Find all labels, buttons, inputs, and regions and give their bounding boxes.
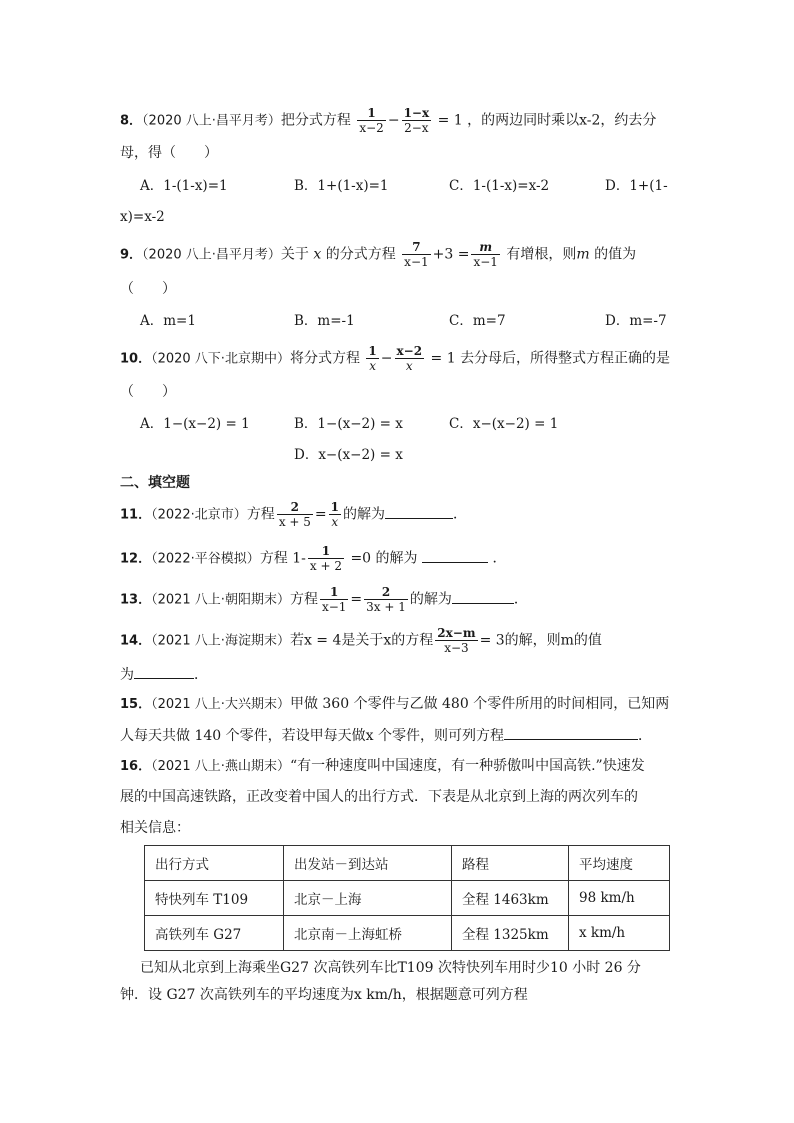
question-11 xyxy=(120,500,467,529)
fraction xyxy=(308,544,344,573)
punctuation: ． xyxy=(513,591,528,608)
question-text: ，的两边同时乘以x-2，约去分 xyxy=(467,112,657,129)
fraction xyxy=(277,500,313,529)
answer-blank[interactable] xyxy=(134,664,194,679)
punctuation: ． xyxy=(453,506,467,523)
question-source: （2022·北京市） xyxy=(151,507,247,523)
question-text: 的分式方程 xyxy=(325,246,396,263)
question-source: （2020 八下·北京期中） xyxy=(151,351,290,367)
denominator: x−1 xyxy=(321,600,347,614)
table-header: 平均速度 xyxy=(569,846,670,881)
table-header-row xyxy=(145,846,670,881)
question-text: 方程 xyxy=(289,591,318,608)
denominator: 3x + 1 xyxy=(366,600,406,614)
question-number: 11． xyxy=(120,507,152,523)
fraction xyxy=(364,585,408,614)
denominator: x−1 xyxy=(404,255,429,269)
question-16 xyxy=(120,756,645,777)
question-text: 的解为 xyxy=(343,506,385,523)
option-c[interactable]: C．x−(x−2) = 1 xyxy=(449,416,559,432)
question-text: 甲做 360 个零件与乙做 480 个零件所用的时间相同，已知两 xyxy=(289,696,670,712)
table-header: 出行方式 xyxy=(145,846,284,881)
table-row xyxy=(145,916,670,951)
numerator: 1 xyxy=(368,344,377,358)
question-source: （2021 八上·燕山期末） xyxy=(151,759,290,774)
operator: +3 = xyxy=(432,246,470,263)
question-15-continued xyxy=(120,725,652,746)
question-14-continued xyxy=(120,664,208,685)
variable: m xyxy=(576,246,590,263)
denominator: x−1 xyxy=(473,255,498,269)
question-number: 15． xyxy=(120,697,152,712)
question-9 xyxy=(120,240,636,269)
question-number: 10． xyxy=(120,351,152,367)
option-d[interactable]: D．1+(1- xyxy=(605,178,668,194)
equals: = 1 xyxy=(437,112,463,129)
question-source: （2022·平谷模拟） xyxy=(151,551,260,567)
question-text: 去分母后，所得整式方程正确的是 xyxy=(460,350,671,367)
punctuation: ． xyxy=(492,550,507,567)
operator: − xyxy=(380,350,393,367)
train-info-table xyxy=(144,845,670,951)
equals: = xyxy=(314,506,327,523)
question-number: 16． xyxy=(120,759,152,774)
question-source: （2020 八上·昌平月考） xyxy=(142,247,281,263)
punctuation: ． xyxy=(637,728,652,744)
table-cell: 特快列车 T109 xyxy=(145,881,284,916)
option-d[interactable]: D．m=-7 xyxy=(605,313,667,329)
table-cell: 北京南－上海虹桥 xyxy=(284,916,452,951)
answer-blank[interactable] xyxy=(452,589,514,604)
question-number: 8． xyxy=(120,113,143,129)
option-b[interactable]: B．1−(x−2) = x xyxy=(294,416,403,432)
equals: = 1 xyxy=(430,350,456,367)
question-text: 将分式方程 xyxy=(289,350,360,367)
section-title: 二、填空题 xyxy=(120,475,190,491)
question-15 xyxy=(120,694,669,715)
numerator: 2 xyxy=(277,500,313,515)
question-source: （2021 八上·海淀期末） xyxy=(151,633,290,649)
option-d-continued: x)=x-2 xyxy=(120,209,165,225)
question-12 xyxy=(120,544,506,573)
question-text: 母，得（ ） xyxy=(120,145,218,161)
option-a[interactable]: A．m=1 xyxy=(140,313,196,329)
option-c[interactable]: C．1-(1-x)=x-2 xyxy=(449,178,550,194)
numerator: 2 xyxy=(364,585,408,600)
numerator: 1 xyxy=(357,106,385,121)
question-source: （2021 八上·大兴期末） xyxy=(151,697,290,712)
numerator: 1−x xyxy=(403,106,430,120)
question-text: =0 的解为 xyxy=(350,550,418,567)
question-14 xyxy=(120,626,602,655)
fraction xyxy=(402,106,432,135)
fraction xyxy=(366,344,378,373)
question-text: 方程 xyxy=(246,506,275,523)
punctuation: ． xyxy=(194,667,208,683)
question-text: 为 xyxy=(120,667,134,683)
numerator: m xyxy=(471,240,499,255)
denominator: x + 5 xyxy=(278,515,311,529)
question-text: 的解为 xyxy=(409,591,452,608)
question-text: = 3的解，则m的值 xyxy=(479,632,602,649)
table-header: 路程 xyxy=(452,846,569,881)
table-row xyxy=(145,881,670,916)
fraction xyxy=(471,240,499,269)
fraction xyxy=(402,240,430,269)
table-cell: 北京－上海 xyxy=(284,881,452,916)
question-source: （2020 八上·昌平月考） xyxy=(142,113,281,129)
answer-blank[interactable] xyxy=(422,548,488,563)
numerator: 1 xyxy=(308,544,344,559)
denominator: x−3 xyxy=(444,641,469,655)
question-10 xyxy=(120,344,670,373)
question-number: 14． xyxy=(120,633,152,649)
denominator: x xyxy=(331,515,339,529)
fraction xyxy=(320,585,348,614)
denominator: x xyxy=(369,359,376,373)
fraction xyxy=(395,344,425,373)
fraction xyxy=(329,500,341,529)
question-number: 13． xyxy=(120,592,152,608)
table-cell: 全程 1325km xyxy=(452,916,569,951)
question-8 xyxy=(120,106,656,135)
question-text: 已知从北京到上海乘坐G27 次高铁列车比T109 次特快列车用时少10 小时 26 分 xyxy=(140,960,641,976)
table-cell: 全程 1463km xyxy=(452,881,569,916)
question-number: 12． xyxy=(120,551,152,567)
question-13 xyxy=(120,585,528,614)
option-b[interactable]: B．1+(1-x)=1 xyxy=(294,178,389,194)
option-a[interactable]: A．1−(x−2) = 1 xyxy=(140,416,250,432)
numerator: x−2 xyxy=(396,344,423,358)
answer-paren: （ ） xyxy=(120,384,176,400)
question-text: 展的中国高速铁路，正改变着中国人的出行方式．下表是从北京到上海的两次列车的 xyxy=(120,789,638,805)
numerator: 2x−m xyxy=(437,626,476,640)
answer-paren: （ ） xyxy=(120,281,176,297)
numerator: 7 xyxy=(402,240,430,255)
option-d[interactable]: D．x−(x−2) = x xyxy=(294,447,403,463)
question-source: （2021 八上·朝阳期末） xyxy=(151,592,290,608)
question-text: 人每天共做 140 个零件，若设甲每天做x 个零件，则可列方程 xyxy=(120,728,504,744)
question-text: 把分式方程 xyxy=(280,112,351,129)
denominator: x xyxy=(405,359,413,373)
question-text: “有一种速度叫中国速度，有一种骄傲叫中国高铁.”快速发 xyxy=(289,758,645,774)
question-text: 有增根，则 xyxy=(506,246,577,263)
question-text: 的值为 xyxy=(594,246,637,263)
fraction xyxy=(357,106,385,135)
fraction xyxy=(435,626,477,655)
question-text: 关于 xyxy=(280,246,309,263)
option-b[interactable]: B．m=-1 xyxy=(294,313,355,329)
question-text: 钟．设 G27 次高铁列车的平均速度为x km/h，根据题意可列方程 xyxy=(120,987,528,1003)
question-text: 若x = 4是关于x的方程 xyxy=(289,632,434,649)
operator: − xyxy=(387,112,400,129)
table-cell: 98 km/h xyxy=(569,881,670,916)
option-c[interactable]: C．m=7 xyxy=(449,313,506,329)
question-number: 9． xyxy=(120,247,143,263)
denominator: 2−x xyxy=(404,121,429,135)
table-cell: x km/h xyxy=(569,916,670,951)
denominator: x + 2 xyxy=(309,559,342,573)
question-text: 相关信息： xyxy=(120,820,190,836)
equals: = xyxy=(350,591,363,608)
numerator: 1 xyxy=(330,500,339,514)
option-a[interactable]: A．1-(1-x)=1 xyxy=(140,178,228,194)
table-header: 出发站－到达站 xyxy=(284,846,452,881)
variable: x xyxy=(313,246,322,263)
question-text: 方程 1- xyxy=(259,550,306,567)
numerator: 1 xyxy=(320,585,348,600)
answer-blank[interactable] xyxy=(504,725,638,740)
answer-blank[interactable] xyxy=(385,504,453,519)
table-cell: 高铁列车 G27 xyxy=(145,916,284,951)
denominator: x−2 xyxy=(359,121,384,135)
